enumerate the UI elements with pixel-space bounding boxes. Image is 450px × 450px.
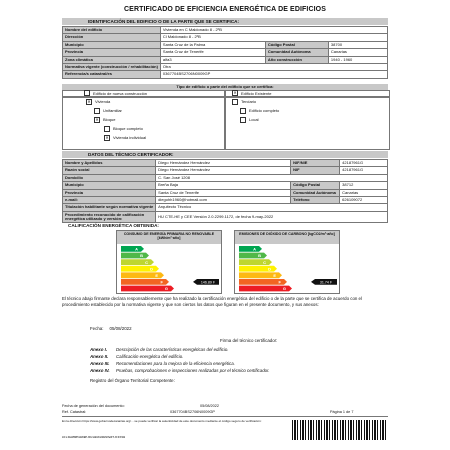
energy-letter-b: B: [140, 253, 143, 259]
co2-emissions-scale: [235, 244, 339, 293]
tech-municipality-value: Breña Baja: [156, 182, 291, 189]
footer-divider: [62, 416, 388, 417]
energy-letter-g: G: [164, 286, 168, 292]
building-postcode-label: Código Postal: [265, 41, 328, 48]
tech-phone-value: 626109072: [340, 197, 388, 204]
date-value: 05/08/2022: [109, 326, 132, 331]
new-building-label: Edificio de nueva construcción: [93, 90, 148, 96]
construction-year-value: 1940 - 1960: [328, 56, 387, 63]
premises-label: Local: [249, 117, 259, 123]
annex-text: Calificación energética del edificio.: [116, 354, 184, 359]
construction-year-label: Año construcción: [265, 56, 328, 63]
tech-postcode-label: Código Postal: [291, 182, 340, 189]
annex-label: Anexo IV.: [90, 368, 110, 373]
tertiary-checkbox[interactable]: [232, 99, 238, 105]
energy-rating-value: 146.89 F: [200, 280, 216, 285]
single-family-label: Unifamiliar: [103, 108, 122, 114]
annex-text: Recomendaciones para la mejora de la eficiencia energética.: [116, 361, 235, 366]
building-province-label: Provincia: [63, 49, 161, 56]
whole-block-checkbox[interactable]: [104, 126, 110, 132]
co2-bar-c: [239, 259, 272, 265]
energy-bar-a: [121, 246, 144, 252]
co2-letter-b: B: [258, 253, 261, 259]
climate-zone-label: Zona climática: [63, 56, 161, 63]
annex-text: Pruebas, comprobaciones e inspecciones realizadas por el técnico certificador.: [116, 368, 270, 373]
qualification-value: Arquitecto Técnico: [156, 204, 388, 211]
individual-dwelling-checkbox[interactable]: ✕: [105, 134, 109, 140]
annex-text: Descripción de las características energéticas del edificio.: [116, 347, 229, 352]
co2-emissions-title: EMISIONES DE DIÓXIDO DE CARBONO [kgCO2/m²·año]: [235, 231, 339, 244]
energy-bar-d: [121, 266, 159, 272]
building-table: [62, 26, 388, 79]
single-family-checkbox[interactable]: [94, 108, 100, 114]
existing-building-checkbox[interactable]: ✕: [233, 90, 237, 95]
signature-label: Firma del técnico certificador:: [220, 338, 278, 343]
annex-item: [90, 354, 183, 360]
building-name-label: Nombre del edificio: [63, 27, 161, 34]
annex-item: [90, 347, 229, 353]
date-row: [90, 326, 132, 332]
annex-item: [90, 368, 270, 374]
certificate-page: [60, 4, 390, 444]
verification-note: En la dirección https://www.gobiernodecanarias.org/... se puede verificar la autenticidad de este documento mediante el código seguro de verificación:: [62, 419, 262, 423]
cadastral-ref-label: Referencia/s catastral/es: [63, 71, 161, 78]
residential-option[interactable]: [86, 99, 110, 105]
whole-block-label: Bloque completo: [113, 126, 143, 132]
tech-name-label: Nombre y Apellidos: [63, 160, 156, 167]
tech-province-label: Provincia: [63, 189, 156, 196]
premises-checkbox[interactable]: [240, 117, 246, 123]
co2-letter-a: A: [253, 246, 256, 252]
energy-consumption-scale: [117, 244, 221, 293]
page-title: CERTIFICADO DE EFICIENCIA ENERGÉTICA DE EDIFICIOS: [124, 6, 326, 13]
energy-letter-e: E: [155, 273, 158, 278]
building-municipality-label: Municipio: [63, 41, 161, 48]
whole-building-label: Edificio completo: [249, 108, 280, 114]
registry-label: Registro del Órgano Territorial Competente:: [90, 378, 175, 383]
page-number: Página 1 de 7: [330, 410, 354, 414]
tech-nif-value: 42187961G: [340, 160, 388, 167]
energy-letter-d: D: [150, 266, 153, 272]
annex-item: [90, 361, 235, 367]
tech-province-value: Santa Cruz de Tenerife: [156, 189, 291, 196]
footer-ref-value: 0367704BS2706N0009GP: [170, 410, 215, 414]
annex-label: Anexo I.: [90, 347, 108, 352]
energy-letter-c: C: [145, 259, 148, 265]
declaration-text: El técnico abajo firmante declara responsablemente que ha realizado la certificación energética del edificio o de la parte que se certifica de acuerdo con el procedimiento establecido por la normativa vigente y que son ciertos los datos que figuran en el presente documento, y sus anexos:: [62, 296, 362, 307]
single-family-option[interactable]: [94, 108, 122, 114]
co2-letter-d: D: [268, 266, 271, 272]
tech-name-value: Diego Hernández Hernández: [156, 160, 291, 167]
residential-label: Vivienda: [95, 99, 111, 105]
co2-letter-e: E: [273, 273, 276, 278]
co2-bar-d: [239, 266, 277, 272]
energy-bar-c: [121, 259, 154, 265]
building-type-header: Tipo de edificio o parte del edificio que se certifica:: [62, 84, 388, 90]
building-region-label: Comunidad Autónoma: [265, 49, 328, 56]
building-municipality-value: Santa Cruz de la Palma: [160, 41, 265, 48]
tertiary-label: Terciario: [241, 99, 257, 105]
regulation-value: Otra: [160, 64, 387, 71]
whole-building-checkbox[interactable]: [240, 108, 246, 114]
block-option[interactable]: [94, 117, 115, 123]
building-address-label: Dirección: [63, 34, 161, 41]
regulation-label: Normativa vigente (construcción / rehabilitación): [63, 64, 161, 71]
existing-building-label: Edificio Existente: [241, 90, 272, 96]
company-nif-label: NIF: [291, 167, 340, 174]
section-building-header: IDENTIFICACIÓN DEL EDIFICIO O DE LA PARTE QUE SE CERTIFICA:: [62, 18, 388, 25]
tech-email-value: diegohh1960@hotmail.com: [156, 197, 291, 204]
date-label: Fecha:: [90, 326, 104, 331]
barcode: [292, 420, 388, 440]
footer-ref-label: Ref. Catastral:: [62, 410, 87, 414]
block-checkbox[interactable]: ✕: [95, 116, 99, 122]
residential-checkbox[interactable]: ✕: [87, 98, 91, 104]
co2-letter-c: C: [263, 259, 266, 265]
building-region-value: Canarias: [328, 49, 387, 56]
technician-table: [62, 159, 388, 223]
co2-bar-a: [239, 246, 262, 252]
company-label: Razón social: [63, 167, 156, 174]
individual-dwelling-option[interactable]: [104, 135, 146, 141]
tech-municipality-label: Municipio: [63, 182, 156, 189]
qualification-label: Titulación habilitante según normativa vigente: [63, 204, 156, 211]
verification-code: 0CLIEHMRP8WXBPJRJLBUKH3HNXWZTJIFP2B: [62, 436, 126, 439]
annex-label: Anexo II.: [90, 354, 109, 359]
cadastral-ref-value: 0367704BS2706N0009GP: [160, 71, 387, 78]
energy-consumption-chart: [116, 230, 222, 294]
section-rating-header: CALIFICACIÓN ENERGÉTICA OBTENIDA:: [68, 223, 159, 228]
energy-letter-a: A: [135, 246, 138, 252]
tech-region-label: Comunidad Autónoma: [291, 189, 340, 196]
tech-nif-label: NIF/NIE: [291, 160, 340, 167]
company-nif-value: 42187961G: [340, 167, 388, 174]
energy-letter-f: F: [160, 279, 163, 285]
co2-letter-g: G: [282, 286, 286, 292]
generated-date-label: Fecha de generación del documento:: [62, 404, 125, 408]
premises-option[interactable]: [240, 117, 259, 123]
co2-bar-b: [239, 253, 267, 259]
tech-email-label: e-mail:: [63, 197, 156, 204]
energy-bar-b: [121, 253, 149, 259]
procedure-label: Procedimiento reconocido de calificación energética utilizado y versión:: [63, 211, 156, 222]
climate-zone-value: alfa3: [160, 56, 265, 63]
energy-consumption-title: CONSUMO DE ENERGÍA PRIMARIA NO RENOVABLE [kWh/m²·año]: [117, 231, 221, 244]
building-province-value: Santa Cruz de Tenerife: [160, 49, 265, 56]
co2-rating-value: 31.74 F: [319, 280, 333, 285]
co2-letter-f: F: [278, 279, 281, 285]
company-value: Diego Hernández Hernández: [156, 167, 291, 174]
tech-region-value: Canarias: [340, 189, 388, 196]
individual-dwelling-label: Vivienda individual: [113, 135, 147, 141]
tertiary-option[interactable]: [232, 99, 256, 105]
whole-block-option[interactable]: [104, 126, 143, 132]
generated-date-value: 05/08/2022: [200, 404, 220, 408]
whole-building-option[interactable]: [240, 108, 279, 114]
procedure-value: HU CTE-HE y CEE Versión 2.0.2299.1172, de fecha 9-may-2022: [156, 211, 388, 222]
tech-postcode-value: 38712: [340, 182, 388, 189]
building-address-value: Cl Maldonado 8 - 2ºB: [160, 34, 387, 41]
tech-address-value: C. San José 1208: [156, 174, 388, 181]
tech-phone-label: Teléfono: [291, 197, 340, 204]
annex-label: Anexo III.: [90, 361, 110, 366]
section-technician-header: DATOS DEL TÉCNICO CERTIFICADOR:: [62, 151, 388, 158]
building-name-value: Vivienda en C Maldonado 8 - 2ºB: [160, 27, 387, 34]
tech-address-label: Domicilio: [63, 174, 156, 181]
co2-emissions-chart: [234, 230, 340, 294]
block-label: Bloque: [103, 117, 116, 123]
building-postcode-value: 38700: [328, 41, 387, 48]
